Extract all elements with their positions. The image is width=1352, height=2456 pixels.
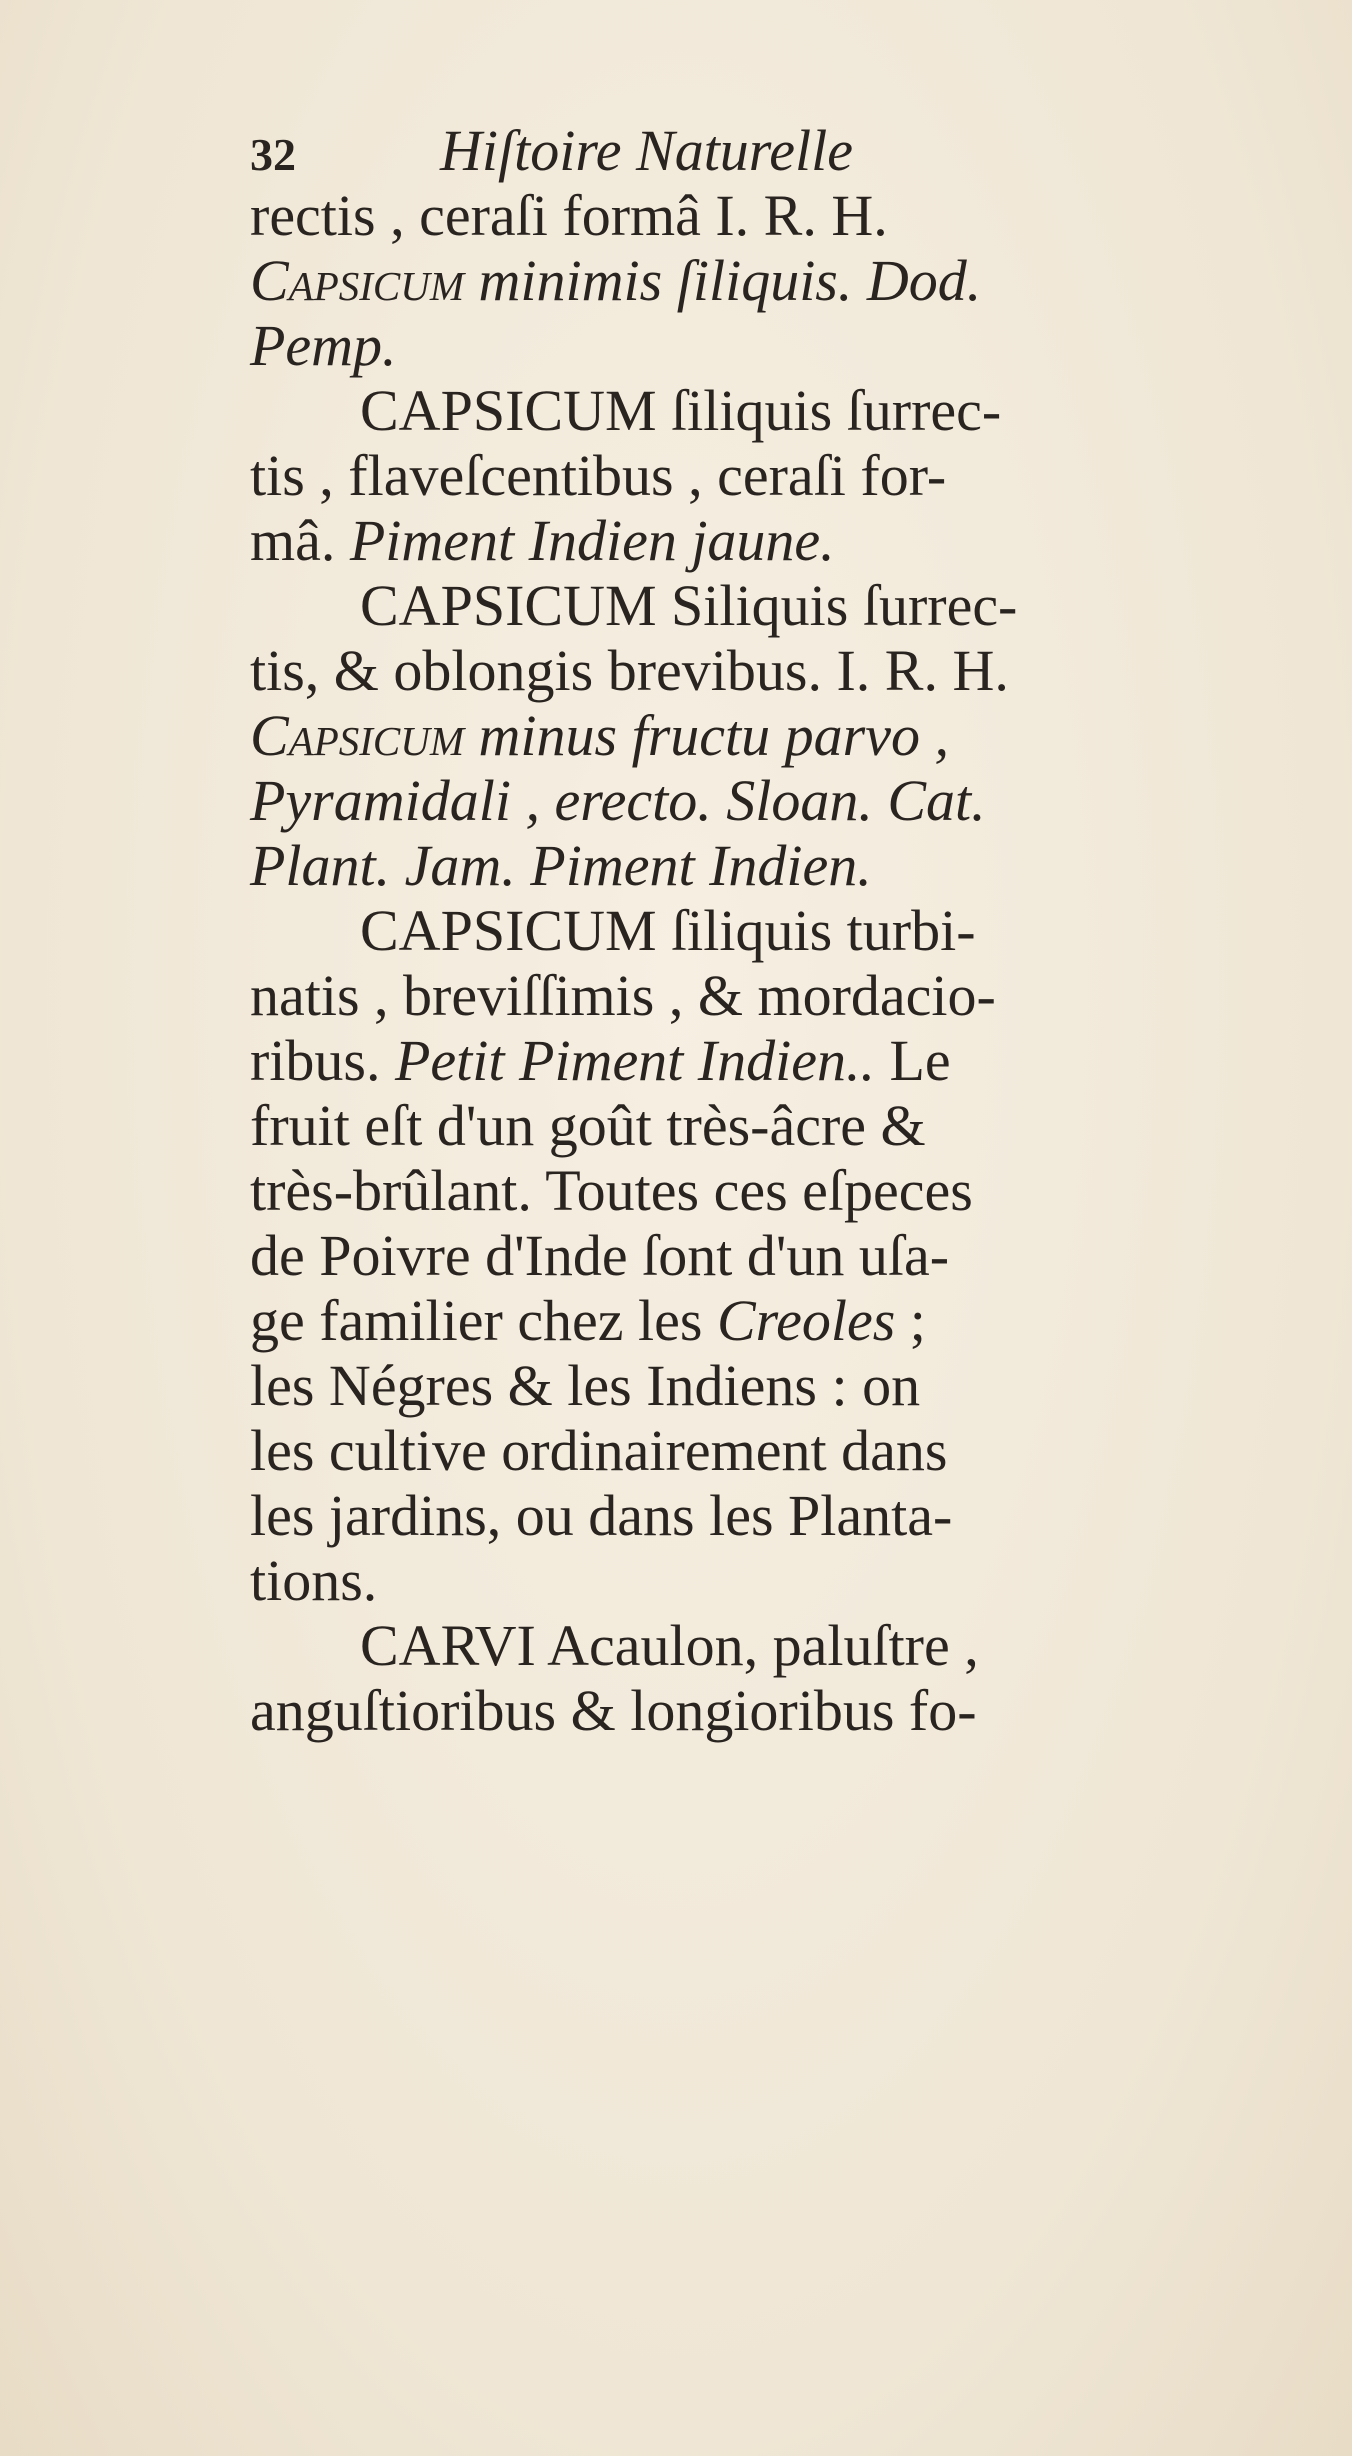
text-line: Pemp. <box>250 313 397 378</box>
text-line: Plant. Jam. Piment Indien. <box>250 833 872 898</box>
text-line <box>250 1028 1260 1093</box>
text-line: les jardins, ou dans les Planta- <box>250 1483 953 1548</box>
text-line: tis, & oblongis brevibus. I. R. H. <box>250 638 1009 703</box>
text-line <box>250 1288 1260 1353</box>
text-line <box>250 703 1260 768</box>
text-segment: mâ. <box>250 508 350 573</box>
text-line: Pyramidali , erecto. Sloan. Cat. <box>250 768 986 833</box>
page-number: 32 <box>250 129 296 180</box>
text-segment: ge familier chez les <box>250 1288 717 1353</box>
people-name: Creoles <box>716 1288 896 1353</box>
text-segment: minimis ſiliquis. Dod. <box>464 248 982 313</box>
text-line: les Négres & les Indiens : on <box>250 1353 921 1418</box>
text-line: CAPSICUM ſiliquis ſurrec- <box>360 378 1002 443</box>
text-line: les cultive ordinairement dans <box>250 1418 948 1483</box>
text-segment: Le <box>874 1028 951 1093</box>
running-header <box>250 118 1260 183</box>
text-line: rectis , ceraſi formâ I. R. H. <box>250 183 888 248</box>
text-segment: ribus. <box>250 1028 395 1093</box>
text-segment: minus fructu parvo , <box>464 703 949 768</box>
genus-name: Capsicum <box>250 703 465 768</box>
text-line: CAPSICUM Siliquis ſurrec- <box>360 573 1018 638</box>
text-line: CAPSICUM ſiliquis turbi- <box>360 898 976 963</box>
common-name: Petit Piment Indien.. <box>395 1028 875 1093</box>
text-line: anguſtioribus & longioribus fo- <box>250 1678 977 1743</box>
text-segment: ; <box>895 1288 926 1353</box>
text-line: natis , breviſſimis , & mordacio- <box>250 963 996 1028</box>
page-text <box>250 118 1260 1743</box>
text-line: de Poivre d'Inde ſont d'un uſa- <box>250 1223 950 1288</box>
text-line: tions. <box>250 1548 378 1613</box>
text-line: CARVI Acaulon, paluſtre , <box>360 1613 979 1678</box>
text-line: très-brûlant. Toutes ces eſpeces <box>250 1158 973 1223</box>
running-head-title: Hiſtoire Naturelle <box>440 118 853 183</box>
text-line: tis , flaveſcentibus , ceraſi for- <box>250 443 947 508</box>
common-name: Piment Indien jaune. <box>349 508 835 573</box>
text-line <box>250 248 1260 313</box>
text-line: fruit eſt d'un goût très-âcre & <box>250 1093 926 1158</box>
genus-name: Capsicum <box>250 248 465 313</box>
text-line <box>250 508 1260 573</box>
